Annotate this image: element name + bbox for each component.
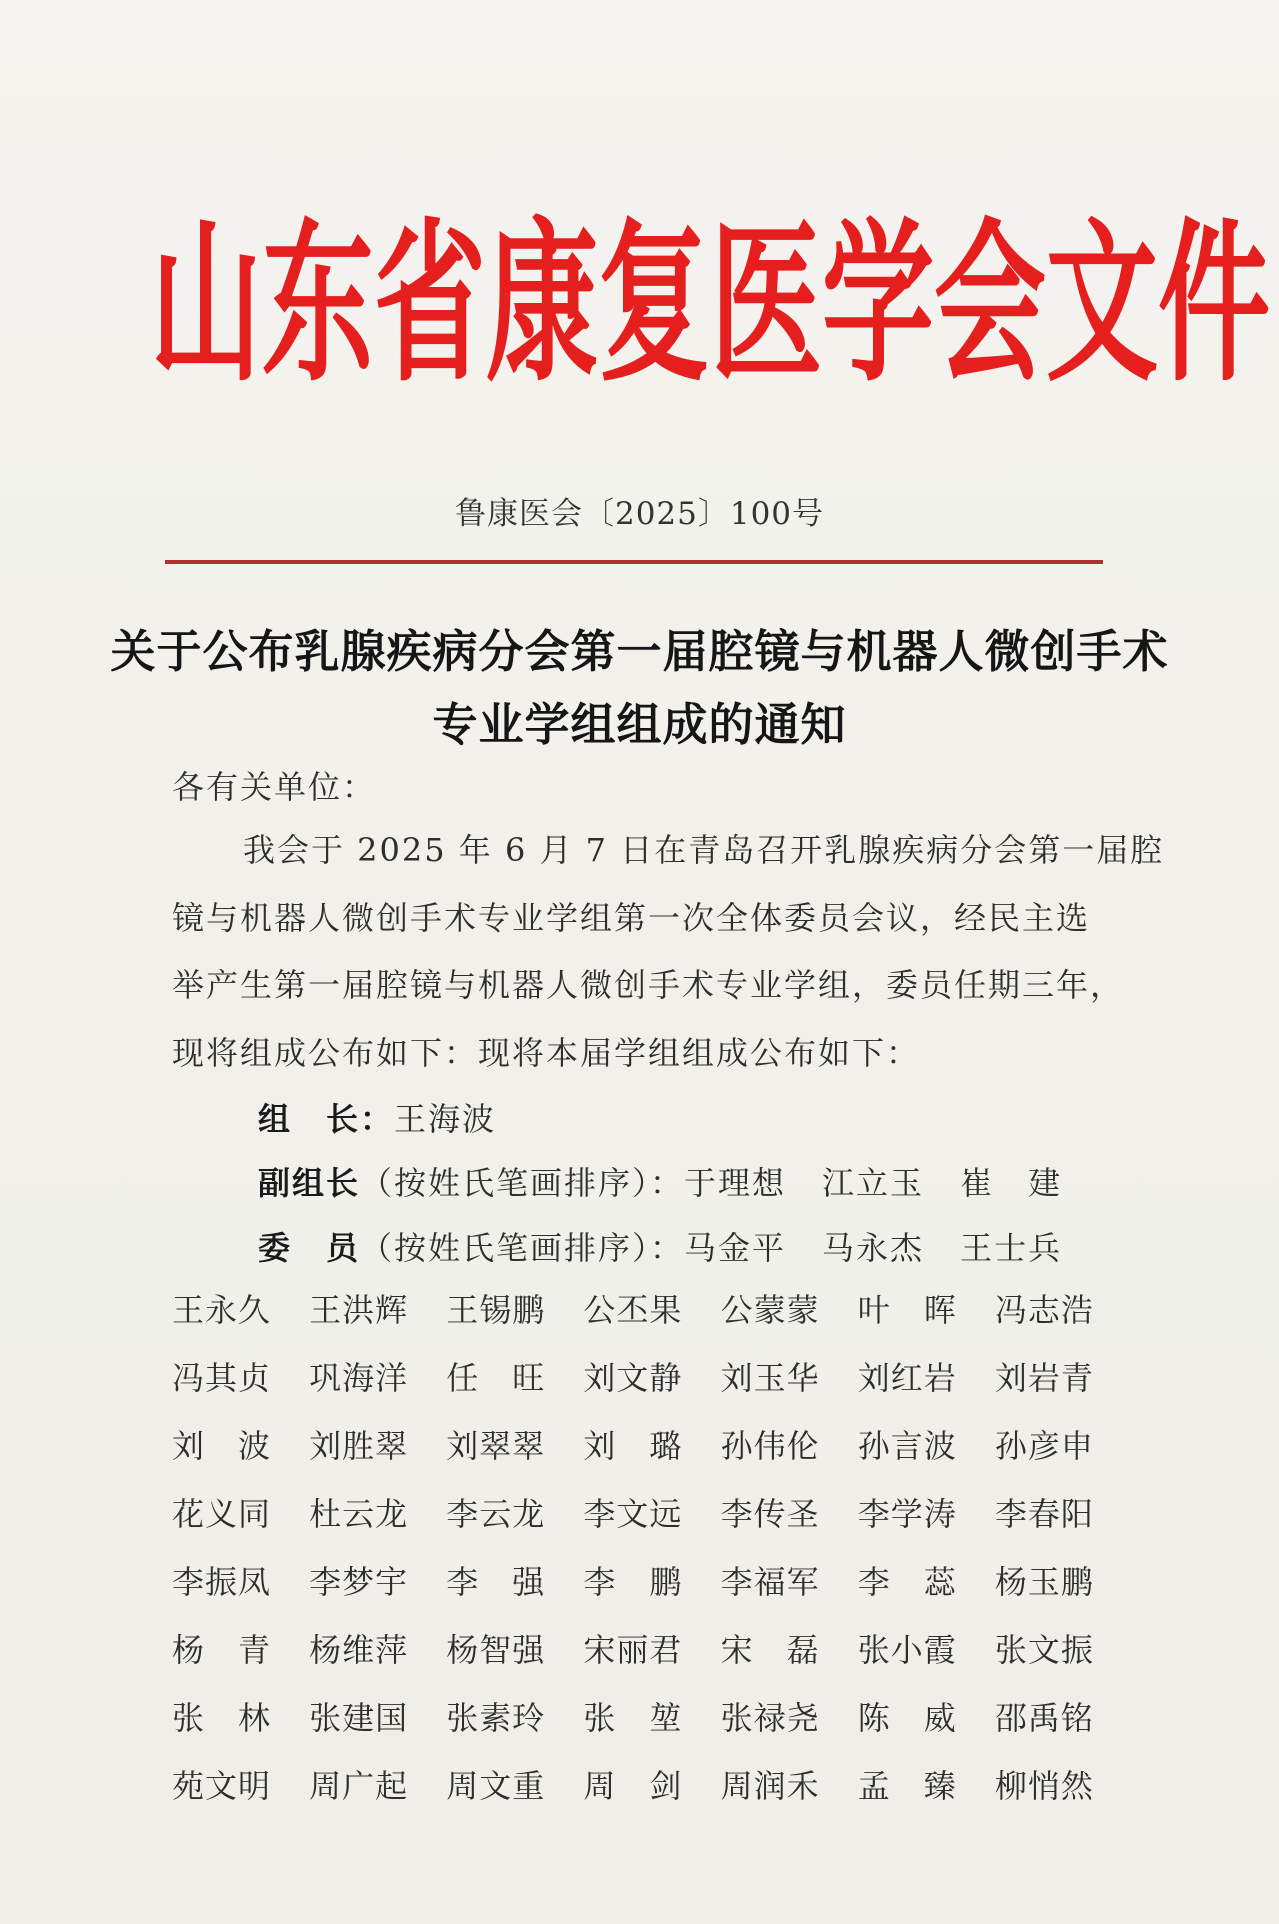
salutation: 各有关单位： [172,768,377,806]
member-name: 李云龙 [446,1495,546,1533]
member-name: 刘红岩 [857,1359,957,1397]
member-row [172,1562,1132,1630]
leader-label: 组 长： [258,1100,395,1138]
member-name: 王洪辉 [309,1291,409,1329]
member-name: 叶 晖 [857,1291,957,1329]
member-name: 李 鹏 [583,1563,683,1601]
member-name: 刘胜翠 [309,1427,409,1465]
member-name: 任 旺 [446,1359,546,1397]
member-row [172,1630,1132,1698]
member-name: 刘文静 [583,1359,683,1397]
member-name: 孙彦申 [994,1427,1094,1465]
member-name: 李春阳 [994,1495,1094,1533]
member-name: 王永久 [172,1291,272,1329]
member-name: 周文重 [446,1767,546,1805]
member-name: 陈 威 [857,1699,957,1737]
member-name: 张禄尧 [720,1699,820,1737]
member-name: 王士兵 [960,1229,1063,1267]
member-row [172,1494,1132,1562]
member-name: 孙言波 [857,1427,957,1465]
member-name: 孙伟伦 [720,1427,820,1465]
member-name: 杨智强 [446,1631,546,1669]
member-name: 邵禹铭 [994,1699,1094,1737]
member-name: 王锡鹏 [446,1291,546,1329]
members-line [258,1223,1062,1269]
member-name: 杨 青 [172,1631,272,1669]
notice-title-line-2: 专业学组组成的通知 [432,698,847,751]
member-name: 冯其贞 [172,1359,272,1397]
member-name: 周广起 [309,1767,409,1805]
member-name: 刘玉华 [720,1359,820,1397]
member-row [172,1698,1132,1766]
member-name: 巩海洋 [309,1359,409,1397]
member-name: 李梦宇 [309,1563,409,1601]
deputy-note: （按姓氏笔画排序）： [360,1164,685,1202]
member-name: 李文远 [583,1495,683,1533]
member-name: 张文振 [994,1631,1094,1669]
deputy-label: 副组长 [258,1164,361,1202]
notice-title-line-1: 关于公布乳腺疾病分会第一届腔镜与机器人微创手术 [110,625,1169,678]
member-name: 柳悄然 [994,1767,1094,1805]
member-name-grid [172,1290,1132,1834]
member-row [172,1290,1132,1358]
member-name: 公蒙蒙 [720,1291,820,1329]
red-divider-rule [165,560,1103,564]
member-name: 冯志浩 [994,1291,1094,1329]
deputy-name: 崔 建 [960,1164,1063,1202]
paragraph-line: 举产生第一届腔镜与机器人微创手术专业学组，委员任期三年， [172,966,1125,1004]
member-name: 李 强 [446,1563,546,1601]
member-name: 孟 臻 [857,1767,957,1805]
member-name: 周 剑 [583,1767,683,1805]
member-name: 花义同 [172,1495,272,1533]
member-name: 李福军 [720,1563,820,1601]
member-name: 李 蕊 [857,1563,957,1601]
deputy-name: 江立玉 [822,1164,925,1202]
paragraph-line: 镜与机器人微创手术专业学组第一次全体委员会议，经民主选 [172,899,1091,937]
member-name: 刘翠翠 [446,1427,546,1465]
member-name: 周润禾 [720,1767,820,1805]
member-name: 刘岩青 [994,1359,1094,1397]
member-row [172,1766,1132,1834]
member-name: 李振凤 [172,1563,272,1601]
paragraph-line: 现将组成公布如下：现将本届学组组成公布如下： [172,1034,921,1072]
member-name: 张建国 [309,1699,409,1737]
member-name: 苑文明 [172,1767,272,1805]
deputy-line [258,1158,1062,1204]
leader-line [258,1094,496,1140]
member-name: 马金平 [684,1229,787,1267]
member-name: 刘 璐 [583,1427,683,1465]
member-name: 马永杰 [822,1229,925,1267]
paragraph-line: 我会于 2025 年 6 月 7 日在青岛召开乳腺疾病分会第一届腔 [243,831,1165,869]
member-name: 张素玲 [446,1699,546,1737]
deputy-name: 于理想 [684,1164,787,1202]
member-name: 李传圣 [720,1495,820,1533]
member-row [172,1358,1132,1426]
document-number: 鲁康医会〔2025〕100号 [454,496,825,532]
member-name: 杨维萍 [309,1631,409,1669]
member-name: 刘 波 [172,1427,272,1465]
member-name: 张小霞 [857,1631,957,1669]
member-name: 宋丽君 [583,1631,683,1669]
member-name: 张 堃 [583,1699,683,1737]
member-row [172,1426,1132,1494]
member-name: 李学涛 [857,1495,957,1533]
member-name: 宋 磊 [720,1631,820,1669]
member-name: 公丕果 [583,1291,683,1329]
members-note: （按姓氏笔画排序）： [360,1229,685,1267]
member-name: 张 林 [172,1699,272,1737]
member-name: 杨玉鹏 [994,1563,1094,1601]
member-name: 杜云龙 [309,1495,409,1533]
leader-name: 王海波 [394,1100,497,1138]
members-label: 委 员 [258,1229,361,1267]
masthead-title: 山东省康复医学会文件 [150,204,1270,406]
